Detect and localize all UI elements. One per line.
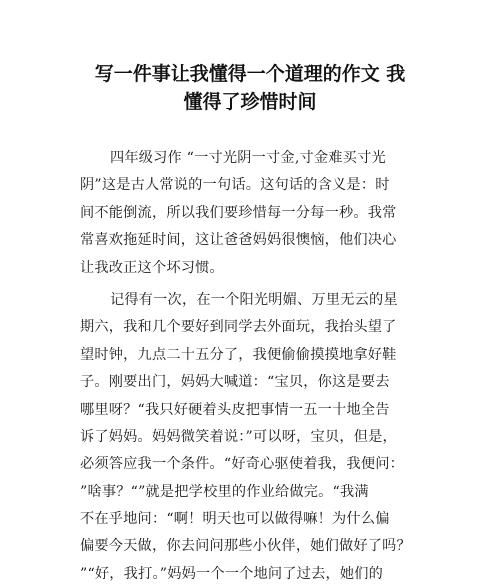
text-line: 不在乎地问：“啊！明天也可以做得嘛！为什么偏 xyxy=(80,511,390,528)
text-line: ”“好，我打。”妈妈一个一个地问了过去，她们的 xyxy=(80,565,384,582)
text-line: 常喜欢拖延时间，这让爸爸妈妈很懊恼，他们决心 xyxy=(80,232,397,249)
text-line: 记得有一次，在一个阳光明媚、万里无云的星 xyxy=(110,291,398,308)
text-line: 望时钟，九点二十五分了，我便偷偷摸摸地拿好鞋 xyxy=(80,346,397,363)
title-line-2: 懂得了珍惜时间 xyxy=(183,91,317,113)
text-line: 必须答应我一个条件。“好奇心驱使着我，我便问： xyxy=(80,456,404,473)
title-line-1: 写一件事让我懂得一个道理的作文 我 xyxy=(94,63,406,85)
text-line: 四年级习作 “一寸光阴一寸金,寸金难买寸光 xyxy=(110,150,386,166)
document-body xyxy=(80,145,440,588)
text-line: 诉了妈妈。妈妈微笑着说：”可以呀，宝贝，但是， xyxy=(80,428,397,445)
text-line: 期六，我和几个要好到同学去外面玩，我抬头望了 xyxy=(80,319,397,336)
text-line: 间不能倒流，所以我们要珍惜每一分每一秒。我常 xyxy=(80,204,397,221)
text-line: 哪里呀？“我只好硬着头皮把事情一五一十地全告 xyxy=(80,401,390,418)
paragraph-2 xyxy=(80,287,440,588)
text-line: 偏要今天做，你去问问那些小伙伴，她们做好了吗？ xyxy=(80,538,411,555)
text-line: 阴”这是古人常说的一句话。这句话的含义是：时 xyxy=(80,177,390,194)
text-line: ”啥事？“”就是把学校里的作业给做完。“我满 xyxy=(80,483,369,500)
document-title xyxy=(60,60,440,116)
text-line: 让我改正这个坏习惯。 xyxy=(80,259,224,276)
paragraph-1 xyxy=(80,145,440,282)
text-line: 子。刚要出门，妈妈大喊道：“宝贝，你这是要去 xyxy=(80,374,390,391)
